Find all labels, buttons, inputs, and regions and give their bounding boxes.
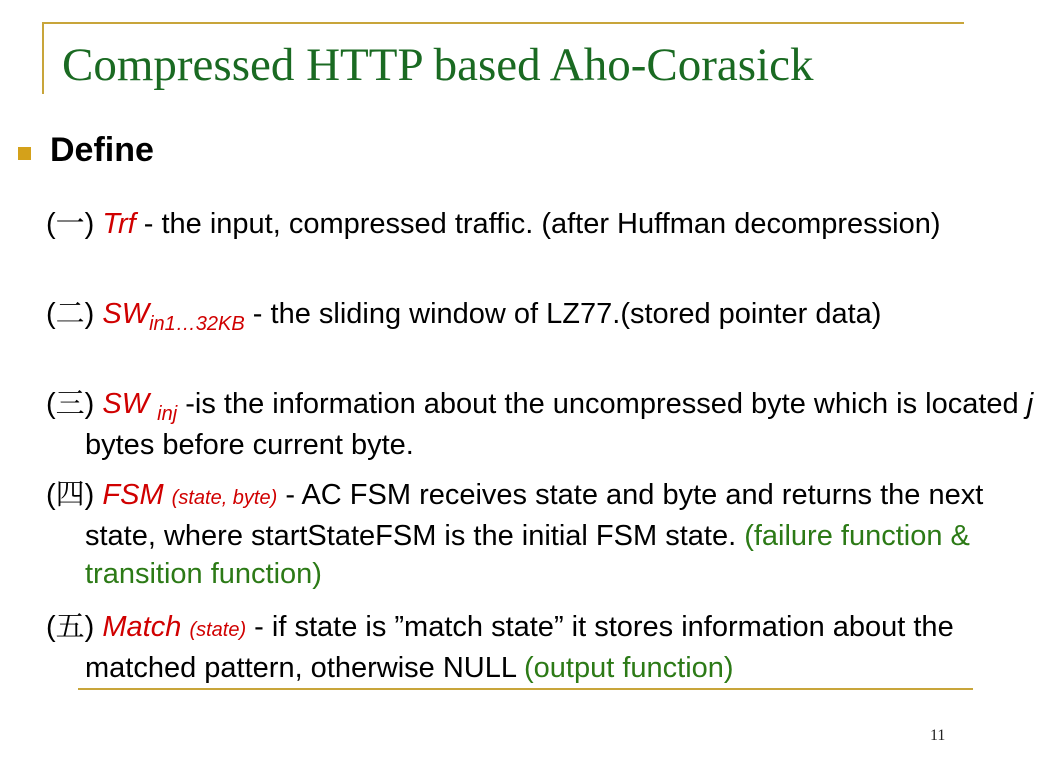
term-match: Match bbox=[102, 611, 182, 643]
slide-title: Compressed HTTP based Aho-Corasick bbox=[62, 39, 814, 91]
term-subscript: in1…32KB bbox=[149, 313, 245, 335]
item-marker: (四) bbox=[46, 479, 95, 511]
item-marker: (五) bbox=[46, 611, 95, 643]
definition-item-2 bbox=[46, 295, 1051, 336]
item-text: - AC FSM receives state and byte and returns the next state, where startStateFSM is the initial FSM state. bbox=[85, 479, 984, 552]
bullet-define: Define bbox=[50, 131, 154, 169]
bottom-accent-rule bbox=[78, 688, 973, 690]
definition-item-1 bbox=[46, 205, 1051, 243]
item-text: - the input, compressed traffic. (after Huffman decompression) bbox=[135, 208, 941, 240]
term-sw: SW bbox=[102, 388, 150, 420]
bullet-square-icon bbox=[18, 147, 31, 160]
term-sw: SW bbox=[102, 298, 150, 330]
variable-j: j bbox=[1026, 388, 1034, 420]
item-text: -is the information about the uncompressed byte which is located bbox=[177, 388, 1027, 420]
definition-item-5 bbox=[46, 608, 1051, 687]
top-accent-rule bbox=[42, 22, 964, 24]
item-note: (output function) bbox=[523, 652, 734, 684]
definition-item-3 bbox=[46, 385, 1051, 464]
term-args: (state, byte) bbox=[171, 487, 278, 509]
item-marker: (二) bbox=[46, 298, 95, 330]
term-args: (state) bbox=[189, 619, 247, 641]
term-trf: Trf bbox=[102, 208, 136, 240]
term-fsm: FSM bbox=[102, 479, 164, 511]
item-text: - the sliding window of LZ77.(stored pointer data) bbox=[244, 298, 882, 330]
term-subscript: inj bbox=[157, 403, 178, 425]
definition-item-4 bbox=[46, 476, 1051, 593]
left-accent-rule bbox=[42, 22, 44, 94]
item-marker: (一) bbox=[46, 208, 95, 240]
page-number: 11 bbox=[930, 727, 946, 744]
item-text-end: bytes before current byte. bbox=[85, 429, 414, 461]
item-text: - if state is ”match state” it stores information about the matched pattern, otherwise NULL bbox=[85, 611, 954, 684]
item-marker: (三) bbox=[46, 388, 95, 420]
item-note: (failure function & transition function) bbox=[85, 520, 970, 590]
